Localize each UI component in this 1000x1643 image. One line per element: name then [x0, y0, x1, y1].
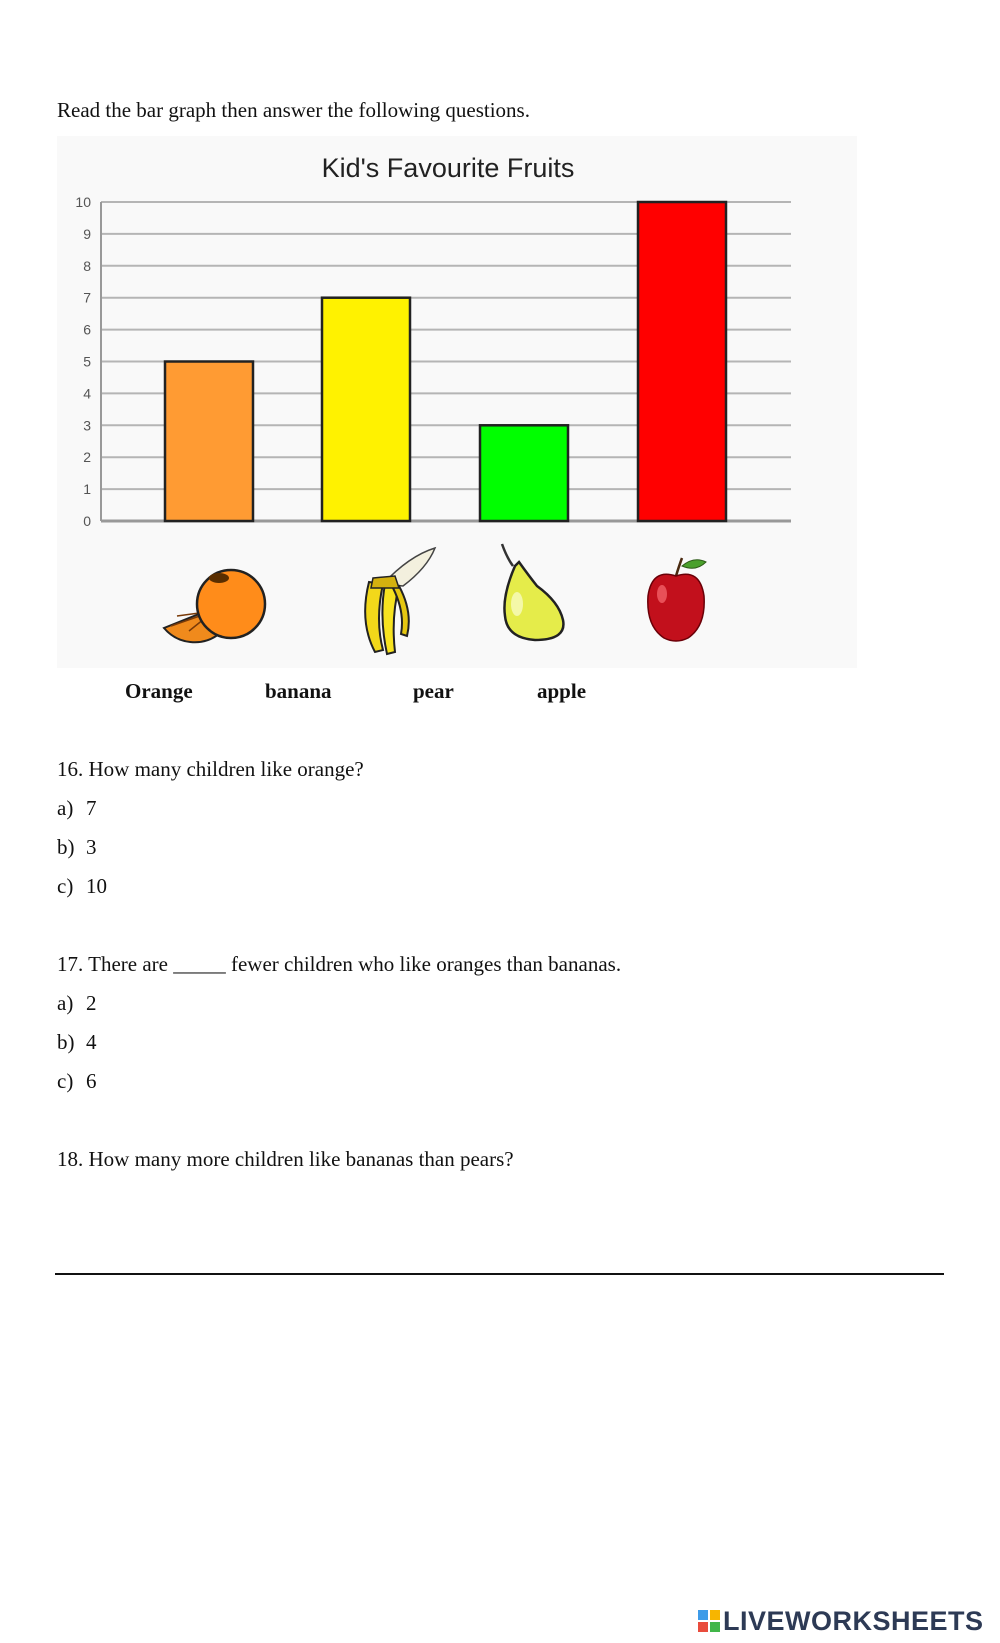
question-17: 17. There are _____ fewer children who like oranges than bananas.: [57, 952, 622, 976]
apple-icon: [648, 558, 706, 641]
y-tick-label: 10: [75, 194, 91, 210]
answer-option[interactable]: [57, 834, 97, 860]
option-letter: b): [57, 1030, 75, 1054]
option-value: 10: [86, 874, 107, 898]
orange-icon: [164, 570, 265, 642]
option-value: 4: [86, 1030, 97, 1054]
answer-option[interactable]: [57, 873, 107, 899]
bar-chart: [57, 136, 857, 668]
option-value: 2: [86, 991, 97, 1015]
chart-title: Kid's Favourite Fruits: [321, 153, 575, 183]
bar-banana: [322, 298, 410, 521]
y-tick-label: 6: [83, 321, 91, 338]
bar-orange: [165, 362, 253, 522]
answer-option[interactable]: [57, 990, 97, 1016]
bar-chart-svg: [57, 136, 857, 668]
answer-option[interactable]: [57, 1029, 97, 1055]
answer-option[interactable]: [57, 795, 97, 821]
option-value: 6: [86, 1069, 97, 1093]
y-tick-label: 2: [83, 449, 91, 466]
logo-text: LIVEWORKSHEETS: [723, 1605, 984, 1636]
y-tick-label: 1: [83, 481, 91, 498]
y-tick-label: 5: [83, 353, 91, 370]
answer-option[interactable]: [57, 1068, 97, 1094]
bar-pear: [480, 425, 568, 521]
fruit-label-pear: pear: [413, 679, 454, 703]
option-letter: a): [57, 796, 74, 820]
y-tick-label: 7: [83, 289, 91, 306]
option-letter: c): [57, 874, 74, 898]
logo-mark-icon: [698, 1610, 720, 1632]
option-letter: b): [57, 835, 75, 859]
bar-apple: [638, 202, 726, 521]
instruction-text: Read the bar graph then answer the following questions.: [57, 98, 530, 122]
answer-line[interactable]: [55, 1273, 944, 1275]
option-value: 7: [86, 796, 97, 820]
fruit-label-apple: apple: [537, 679, 587, 703]
fruit-label-orange: Orange: [125, 679, 193, 703]
option-letter: c): [57, 1069, 74, 1093]
option-value: 3: [86, 835, 97, 859]
y-tick-label: 9: [83, 225, 91, 242]
option-letter: a): [57, 991, 74, 1015]
banana-icon: [365, 548, 435, 654]
y-tick-label: 4: [83, 385, 91, 402]
question-16: 16. How many children like orange?: [57, 757, 364, 781]
question-18: 18. How many more children like bananas than pears?: [57, 1147, 514, 1171]
fruit-label-banana: banana: [265, 679, 332, 703]
pear-icon: [502, 544, 563, 640]
y-tick-label: 8: [83, 257, 91, 274]
y-tick-label: 3: [83, 417, 91, 434]
y-tick-label: 0: [83, 513, 91, 529]
liveworksheets-logo: [698, 1606, 984, 1636]
